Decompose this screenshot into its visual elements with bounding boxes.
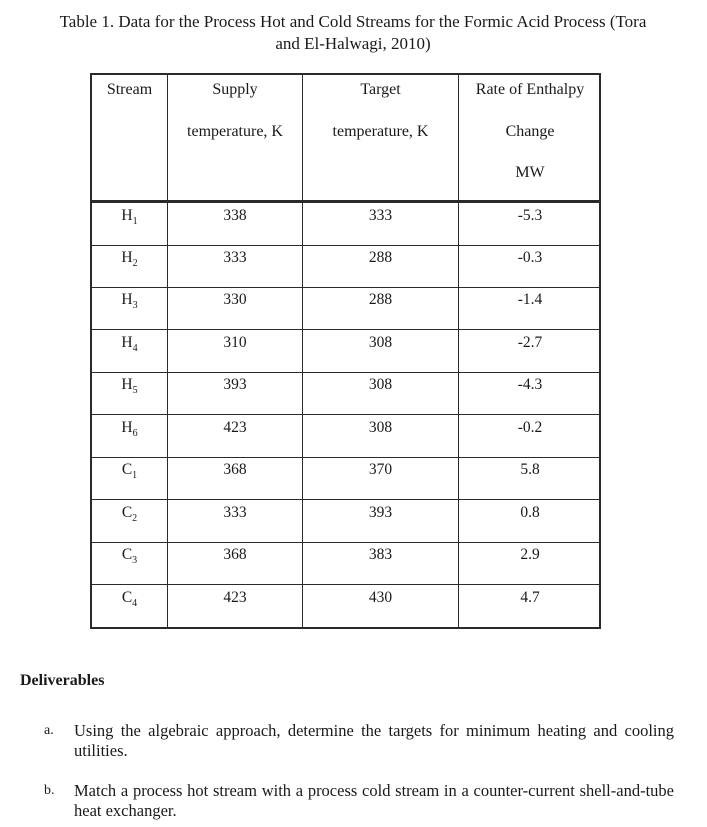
supply-temperature-cell: 423: [223, 419, 247, 436]
row-divider: [92, 372, 599, 373]
stream-cell: [92, 291, 167, 311]
supply-temperature-cell: 368: [223, 461, 247, 478]
target-temperature-cell: 288: [368, 291, 393, 308]
deliverable-item-b: [44, 781, 674, 821]
table-caption: [18, 11, 688, 55]
enthalpy-change-cell: 4.7: [520, 589, 540, 606]
caption-line-1: Table 1. Data for the Process Hot and Cold Streams for the Formic Acid Process (Tora: [59, 12, 647, 31]
stream-letter: H: [121, 334, 133, 351]
header-target-line-1: Target: [360, 81, 401, 98]
enthalpy-change-cell: -4.3: [517, 376, 543, 393]
header-divider: [92, 200, 599, 203]
target-temperature-cell: 333: [368, 207, 393, 224]
stream-index: 4: [132, 343, 138, 354]
target-temperature-cell: 383: [368, 546, 393, 563]
header-enthalpy-line-2: Change: [505, 123, 555, 140]
deliverable-text: Using the algebraic approach, determine the targets for minimum heating and cooling utilities.: [74, 721, 674, 760]
supply-temperature-cell: 333: [223, 504, 247, 521]
supply-temperature-cell: 333: [223, 249, 247, 266]
header-enthalpy-line-1: Rate of Enthalpy: [475, 81, 585, 98]
stream-letter: H: [121, 291, 133, 308]
deliverables-heading: Deliverables: [20, 672, 105, 689]
supply-temperature-cell: 338: [223, 207, 247, 224]
list-marker: b.: [44, 783, 55, 798]
deliverable-text: Match a process hot stream with a process cold stream in a counter-current shell-and-tube heat exchanger.: [74, 781, 674, 820]
supply-temperature-cell: 368: [223, 546, 247, 563]
list-marker: a.: [44, 723, 54, 738]
stream-cell: [92, 504, 167, 524]
header-stream: Stream: [106, 81, 153, 98]
stream-data-table: [90, 73, 601, 629]
header-target-line-2: temperature, K: [332, 123, 429, 140]
enthalpy-change-cell: -1.4: [517, 291, 543, 308]
stream-index: 6: [132, 428, 138, 439]
supply-temperature-cell: 330: [223, 291, 247, 308]
enthalpy-change-cell: -2.7: [517, 334, 543, 351]
stream-cell: [92, 376, 167, 396]
header-supply-line-2: temperature, K: [187, 123, 283, 140]
target-temperature-cell: 288: [368, 249, 393, 266]
stream-letter: C: [121, 504, 133, 521]
stream-cell: [92, 419, 167, 439]
stream-index: 1: [132, 216, 138, 227]
row-divider: [92, 584, 599, 585]
stream-letter: C: [121, 589, 133, 606]
stream-index: 2: [132, 513, 138, 524]
supply-temperature-cell: 310: [223, 334, 247, 351]
row-divider: [92, 414, 599, 415]
target-temperature-cell: 370: [368, 461, 393, 478]
row-divider: [92, 287, 599, 288]
target-temperature-cell: 308: [368, 376, 393, 393]
stream-index: 1: [132, 470, 138, 481]
caption-line-2: and El-Halwagi, 2010): [275, 34, 431, 53]
stream-index: 2: [132, 258, 138, 269]
target-temperature-cell: 308: [368, 419, 393, 436]
stream-letter: H: [121, 249, 133, 266]
row-divider: [92, 329, 599, 330]
enthalpy-change-cell: -0.2: [517, 419, 543, 436]
stream-letter: H: [121, 207, 133, 224]
supply-temperature-cell: 393: [223, 376, 247, 393]
stream-index: 4: [132, 598, 138, 609]
target-temperature-cell: 393: [368, 504, 393, 521]
stream-cell: [92, 249, 167, 269]
enthalpy-change-cell: 5.8: [520, 461, 540, 478]
stream-letter: H: [121, 376, 133, 393]
row-divider: [92, 542, 599, 543]
stream-cell: [92, 461, 167, 481]
stream-index: 3: [132, 555, 138, 566]
stream-cell: [92, 546, 167, 566]
stream-cell: [92, 589, 167, 609]
enthalpy-change-cell: 2.9: [520, 546, 540, 563]
row-divider: [92, 245, 599, 246]
stream-index: 5: [132, 385, 138, 396]
stream-cell: [92, 207, 167, 227]
enthalpy-change-cell: -0.3: [517, 249, 543, 266]
enthalpy-change-cell: -5.3: [517, 207, 543, 224]
stream-letter: C: [121, 461, 133, 478]
header-enthalpy-line-3: MW: [515, 164, 545, 181]
row-divider: [92, 457, 599, 458]
stream-letter: C: [121, 546, 133, 563]
target-temperature-cell: 308: [368, 334, 393, 351]
enthalpy-change-cell: 0.8: [520, 504, 540, 521]
header-supply-line-1: Supply: [212, 81, 258, 98]
target-temperature-cell: 430: [368, 589, 393, 606]
supply-temperature-cell: 423: [223, 589, 247, 606]
stream-letter: H: [121, 419, 133, 436]
stream-cell: [92, 334, 167, 354]
row-divider: [92, 499, 599, 500]
deliverable-item-a: [44, 721, 674, 761]
stream-index: 3: [132, 300, 138, 311]
